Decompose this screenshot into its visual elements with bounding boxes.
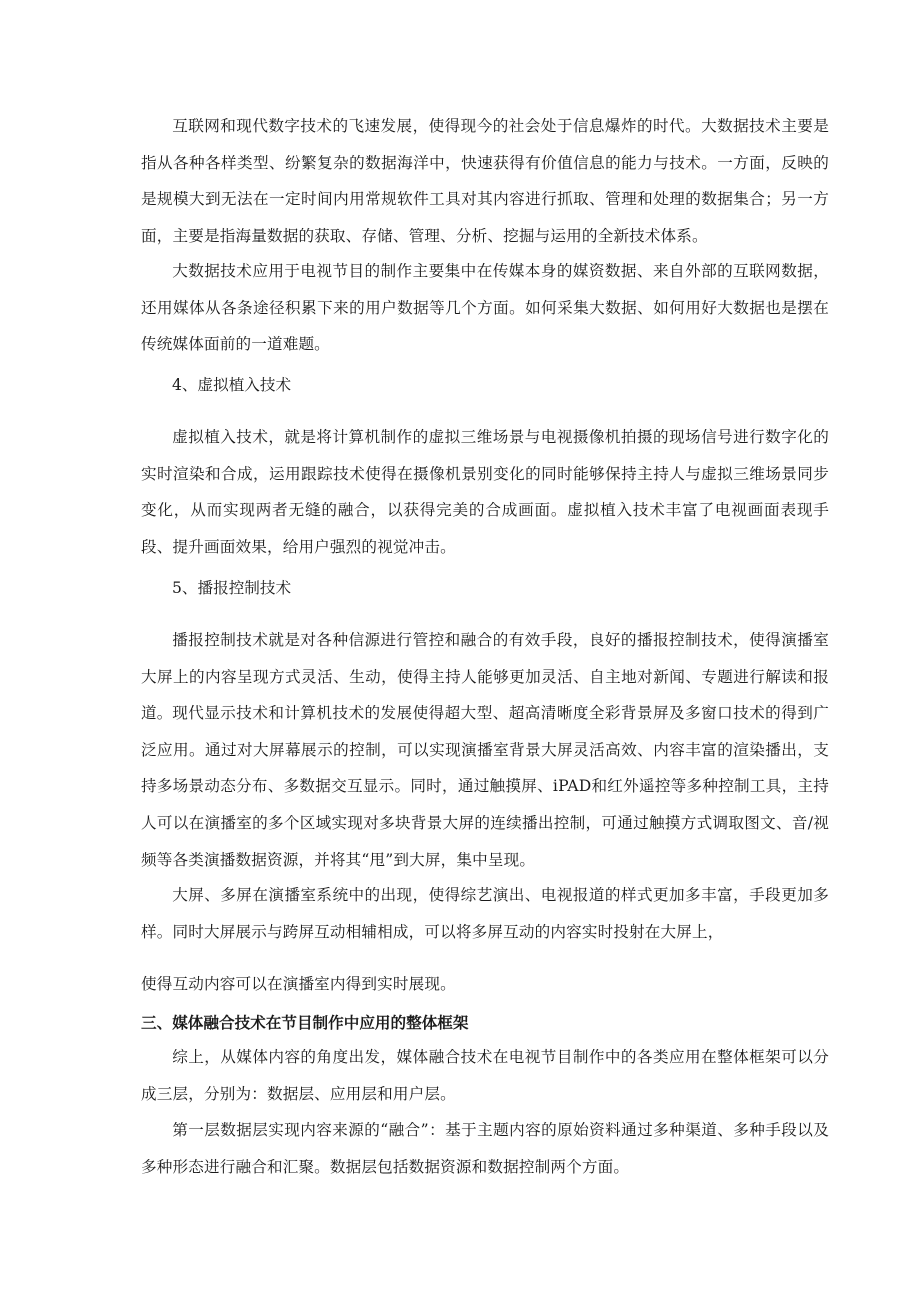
paragraph-interactive-content: 使得互动内容可以在演播室内得到实时展现。 [141,975,456,993]
paragraph-display-technology: 现代显示技术和计算机技术的发展使得超大型、超高清晰度全彩背景屏及多窗口技术的得到广泛应用。通过对大屏幕展示的控制，可以实现演播室背景大屏灵活高效、内容丰富的渲染播出，支持多场景动态分布、多数据交互显示。同时，通过触摸屏、iPAD和红外遥控等多种控制工具，主持人可以在演播室的多个区域实现对多块背景大屏的连续播出控制，可通过触摸方式调取图文、音/视频等各类演播数据资源，并将其“甩”到大屏，集中呈现。 [141,704,829,869]
paragraph-big-data-application: 大数据技术应用于电视节目的制作主要集中在传媒本身的媒资数据、来自外部的互联网数据，还用媒体从各条途径积累下来的用户数据等几个方面。如何采集大数据、如何用好大数据也是摆在传统媒体面前的一道难题。 [141,262,829,354]
paragraph-virtual-implant: 虚拟植入技术，就是将计算机制作的虚拟三维场景与电视摄像机拍摄的现场信号进行数字化的实时渲染和合成，运用跟踪技术使得在摄像机景别变化的同时能够保持主持人与虚拟三维场景同步变化，从而实现两者无缝的融合，以获得完美的合成画面。虚拟植入技术丰富了电视画面表现手段、提升画面效果，给用户强烈的视觉冲击。 [141,428,829,557]
heading-virtual-implant: 4、虚拟植入技术 [172,376,292,394]
paragraph-broadcast-control: 播报控制技术就是对各种信源进行管控和融合的有效手段，良好的播报控制技术，使得演播室大屏上的内容呈现方式灵活、生动，使得主持人能够更加灵活、自主地对新闻、专题进行解读和报道。 [141,631,829,723]
paragraph-big-data-intro: 互联网和现代数字技术的飞速发展，使得现今的社会处于信息爆炸的时代。大数据技术主要是指从各种各样类型、纷繁复杂的数据海洋中，快速获得有价值信息的能力与技术。一方面，反映的是规模大到无法在一定时间内用常规软件工具对其内容进行抓取、管理和处理的数据集合；另一方面，主要是指海量数据的获取、存储、管理、分析、挖掘与运用的全新技术体系。 [141,117,829,246]
section-title-overall-framework: 三、媒体融合技术在节目制作中应用的整体框架 [141,1014,469,1032]
paragraph-framework-summary: 综上，从媒体内容的角度出发，媒体融合技术在电视节目制作中的各类应用在整体框架可以分成三层，分别为：数据层、应用层和用户层。 [141,1048,829,1103]
heading-broadcast-control: 5、播报控制技术 [172,579,292,597]
paragraph-multi-screen: 大屏、多屏在演播室系统中的出现，使得综艺演出、电视报道的样式更加多丰富，手段更加多样。同时大屏展示与跨屏互动相辅相成，可以将多屏互动的内容实时投射在大屏上， [141,886,829,941]
paragraph-data-layer: 第一层数据层实现内容来源的“融合”：基于主题内容的原始资料通过多种渠道、多种手段以及多种形态进行融合和汇聚。数据层包括数据资源和数据控制两个方面。 [141,1121,829,1176]
